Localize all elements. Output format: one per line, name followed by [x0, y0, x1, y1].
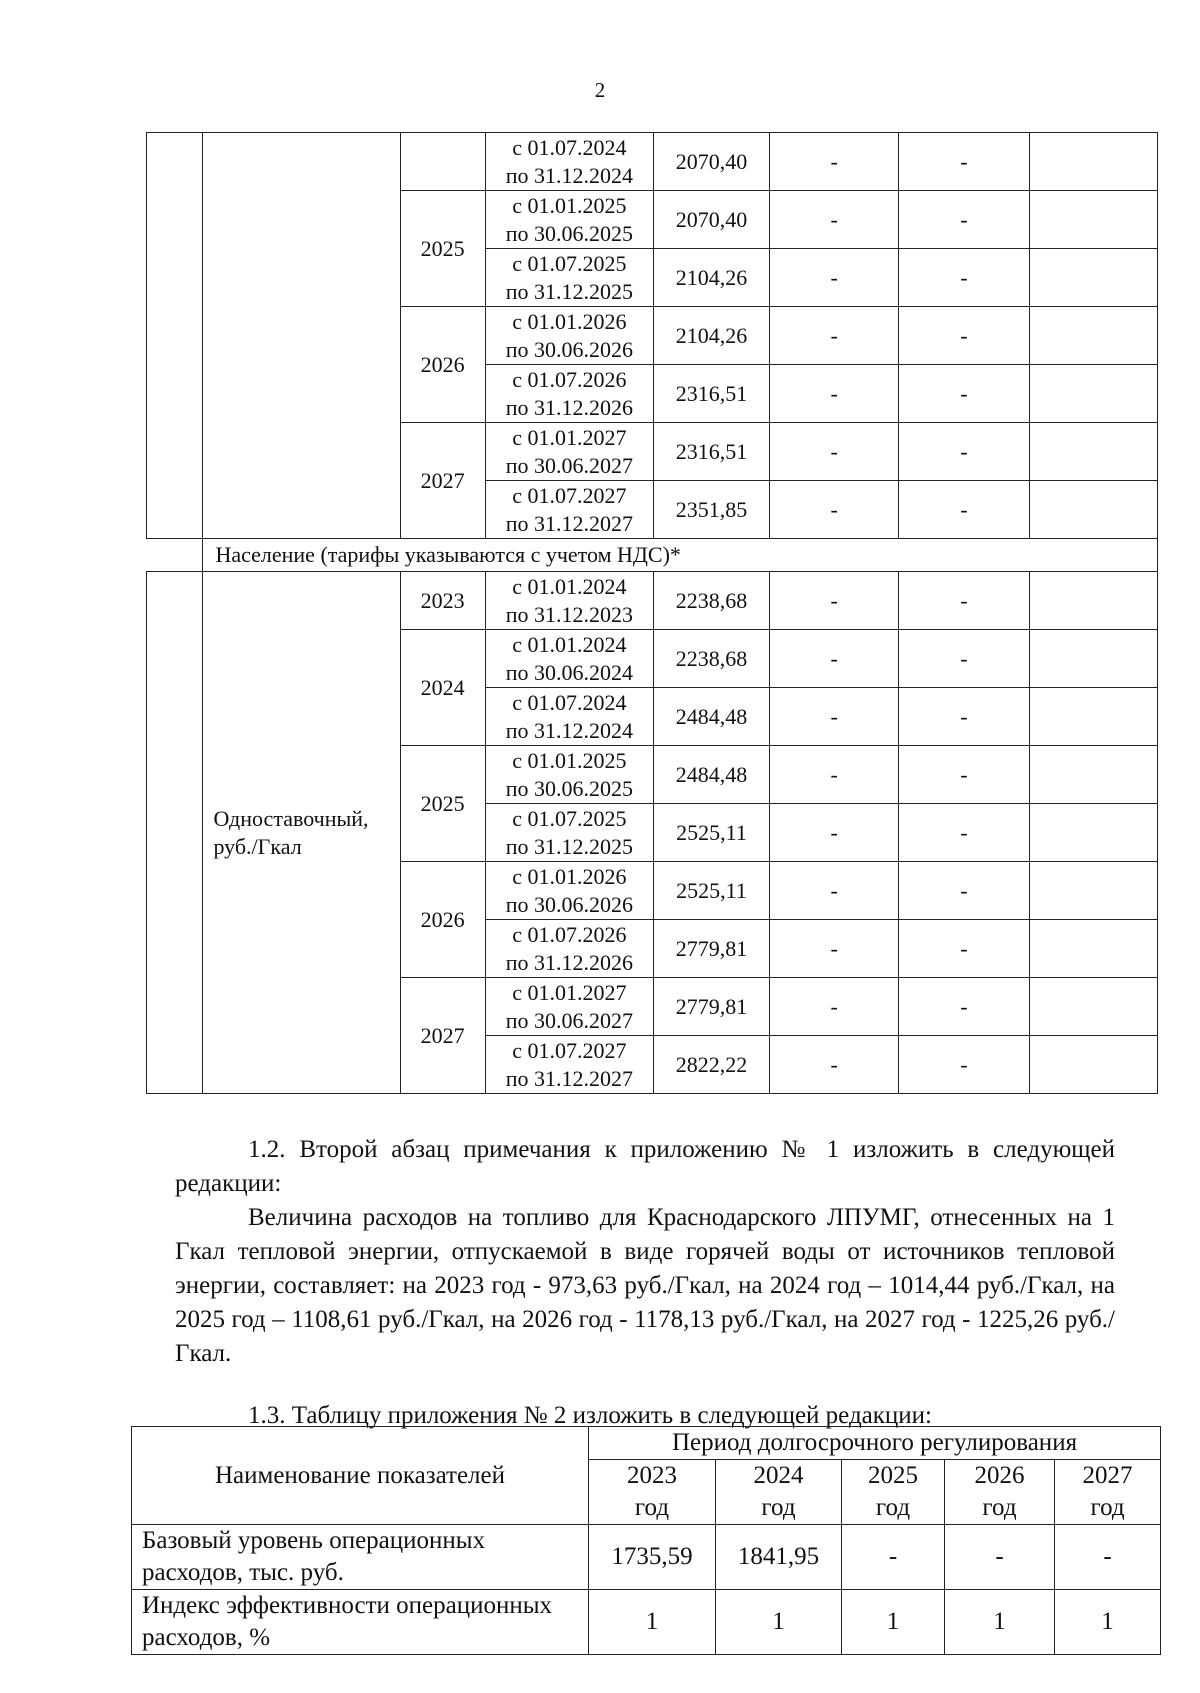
blank-cell	[1029, 423, 1157, 481]
blank-cell	[1029, 1036, 1157, 1094]
blank-cell	[1029, 920, 1157, 978]
period-cell: с 01.07.2025 по 31.12.2025	[485, 249, 653, 307]
dash-cell: -	[899, 862, 1029, 920]
indicator-value: 1	[716, 1590, 842, 1655]
dash-cell: -	[899, 365, 1029, 423]
dash-cell: -	[769, 862, 898, 920]
table-row	[132, 1525, 1161, 1590]
indicator-value: 1	[945, 1590, 1055, 1655]
period-cell: с 01.01.2025 по 30.06.2025	[485, 191, 653, 249]
tariff-value: 2351,85	[654, 481, 770, 539]
table-row	[132, 1590, 1161, 1655]
blank-cell	[1029, 630, 1157, 688]
table-header-row	[132, 1427, 1161, 1460]
year-cell: 2023	[400, 572, 485, 630]
tariff-value: 2316,51	[654, 365, 770, 423]
year-header-cell: 2027 год	[1055, 1460, 1161, 1525]
dash-cell: -	[899, 481, 1029, 539]
dash-cell: -	[769, 978, 898, 1036]
period-cell: с 01.01.2027 по 30.06.2027	[485, 978, 653, 1036]
blank-cell	[1029, 191, 1157, 249]
period-cell: с 01.07.2024 по 31.12.2024	[485, 688, 653, 746]
dash-cell: -	[899, 191, 1029, 249]
tariff-value: 2070,40	[654, 133, 770, 191]
blank-cell	[1029, 249, 1157, 307]
tariff-table	[146, 132, 1158, 1094]
period-cell: с 01.01.2024 по 30.06.2024	[485, 630, 653, 688]
period-cell: с 01.01.2024 по 31.12.2023	[485, 572, 653, 630]
blank-cell	[1029, 862, 1157, 920]
dash-cell: -	[899, 630, 1029, 688]
paragraph-1-2: 1.2. Второй абзац примечания к приложению № 1 изложить в следующей редакции:	[175, 1136, 1115, 1197]
body-text	[175, 1133, 1115, 1371]
blank-cell	[1029, 572, 1157, 630]
tariff-value: 2822,22	[654, 1036, 770, 1094]
dash-cell: -	[899, 920, 1029, 978]
period-cell: с 01.07.2026 по 31.12.2026	[485, 920, 653, 978]
dash-cell: -	[769, 746, 898, 804]
tariff-value: 2238,68	[654, 572, 770, 630]
period-cell: с 01.01.2026 по 30.06.2026	[485, 862, 653, 920]
blank-cell	[1029, 978, 1157, 1036]
header-name-cell: Наименование показателей	[132, 1427, 589, 1525]
dash-cell: -	[769, 804, 898, 862]
indicators-table	[131, 1426, 1161, 1655]
dash-cell: -	[769, 688, 898, 746]
year-cell: 2025	[400, 191, 485, 307]
indicator-name: Индекс эффективности операционных расходов, %	[132, 1590, 589, 1655]
indicator-value: 1	[1055, 1590, 1161, 1655]
blank-cell	[1029, 481, 1157, 539]
tariff-value: 2525,11	[654, 804, 770, 862]
page-number: 2	[594, 78, 606, 102]
tariff-value: 2484,48	[654, 746, 770, 804]
dash-cell: -	[899, 746, 1029, 804]
tariff-value: 2316,51	[654, 423, 770, 481]
indicator-value: -	[945, 1525, 1055, 1590]
dash-cell: -	[769, 365, 898, 423]
dash-cell: -	[769, 249, 898, 307]
header-period-cell: Период долгосрочного регулирования	[589, 1427, 1161, 1460]
tariff-value: 2070,40	[654, 191, 770, 249]
blank-cell	[147, 539, 203, 572]
blank-cell	[1029, 746, 1157, 804]
blank-cell	[1029, 133, 1157, 191]
dash-cell: -	[769, 1036, 898, 1094]
indicator-value: -	[1055, 1525, 1161, 1590]
year-header-cell: 2026 год	[945, 1460, 1055, 1525]
year-cell: 2025	[400, 746, 485, 862]
year-cell: 2024	[400, 630, 485, 746]
blank-cell	[1029, 688, 1157, 746]
period-cell: с 01.01.2025 по 30.06.2025	[485, 746, 653, 804]
section-header-row	[147, 539, 1158, 572]
indicator-name: Базовый уровень операционных расходов, тыс. руб.	[132, 1525, 589, 1590]
period-cell: с 01.07.2026 по 31.12.2026	[485, 365, 653, 423]
year-header-cell: 2025 год	[842, 1460, 945, 1525]
indicator-value: 1735,59	[589, 1525, 716, 1590]
population-section-title: Население (тарифы указываются с учетом НДС)*	[203, 539, 1158, 572]
tariff-value: 2238,68	[654, 630, 770, 688]
indicator-value: 1	[842, 1590, 945, 1655]
dash-cell: -	[899, 307, 1029, 365]
period-cell: с 01.07.2024 по 31.12.2024	[485, 133, 653, 191]
dash-cell: -	[899, 688, 1029, 746]
dash-cell: -	[899, 804, 1029, 862]
blank-cell	[1029, 365, 1157, 423]
dash-cell: -	[899, 133, 1029, 191]
year-cell: 2027	[400, 423, 485, 539]
paragraph-fuel-costs: Величина расходов на топливо для Краснодарского ЛПУМГ, отнесенных на 1 Гкал тепловой энергии, отпускаемой в виде горячей воды от источников тепловой энергии, составляет: на 2023 год - 973,63 руб./Гкал, на 2024 год – 1014,44 руб./Гкал, на 2025 год – 1108,61 руб./Гкал, на 2026 год - 1178,13 руб./Гкал, на 2027 год - 1225,26 руб./Гкал.	[175, 1204, 1115, 1367]
dash-cell: -	[899, 978, 1029, 1036]
tariff-value: 2779,81	[654, 978, 770, 1036]
dash-cell: -	[899, 249, 1029, 307]
dash-cell: -	[769, 191, 898, 249]
dash-cell: -	[769, 630, 898, 688]
blank-cell	[147, 133, 203, 539]
dash-cell: -	[899, 423, 1029, 481]
tariff-value: 2525,11	[654, 862, 770, 920]
tariff-value: 2484,48	[654, 688, 770, 746]
tariff-value: 2104,26	[654, 307, 770, 365]
period-cell: с 01.07.2027 по 31.12.2027	[485, 1036, 653, 1094]
period-cell: с 01.07.2027 по 31.12.2027	[485, 481, 653, 539]
indicator-value: -	[842, 1525, 945, 1590]
dash-cell: -	[899, 572, 1029, 630]
tariff-value: 2779,81	[654, 920, 770, 978]
dash-cell: -	[769, 133, 898, 191]
dash-cell: -	[769, 307, 898, 365]
dash-cell: -	[769, 481, 898, 539]
year-header-cell: 2023 год	[589, 1460, 716, 1525]
year-cell: 2027	[400, 978, 485, 1094]
table-row	[147, 133, 1158, 191]
dash-cell: -	[899, 1036, 1029, 1094]
period-cell: с 01.01.2026 по 30.06.2026	[485, 307, 653, 365]
tariff-value: 2104,26	[654, 249, 770, 307]
blank-cell	[147, 572, 203, 1094]
period-cell: с 01.01.2027 по 30.06.2027	[485, 423, 653, 481]
year-cell	[400, 133, 485, 191]
period-cell: с 01.07.2025 по 31.12.2025	[485, 804, 653, 862]
blank-cell	[1029, 804, 1157, 862]
tariff-name-cell: Одноставочный, руб./Гкал	[203, 572, 400, 1094]
indicator-value: 1	[589, 1590, 716, 1655]
blank-cell	[1029, 307, 1157, 365]
blank-cell	[203, 133, 400, 539]
indicator-value: 1841,95	[716, 1525, 842, 1590]
paragraph-1-3: 1.3. Таблицу приложения № 2 изложить в следующей редакции:	[248, 1402, 932, 1429]
dash-cell: -	[769, 423, 898, 481]
year-cell: 2026	[400, 307, 485, 423]
year-cell: 2026	[400, 862, 485, 978]
year-header-cell: 2024 год	[716, 1460, 842, 1525]
dash-cell: -	[769, 572, 898, 630]
dash-cell: -	[769, 920, 898, 978]
table-row	[147, 572, 1158, 630]
